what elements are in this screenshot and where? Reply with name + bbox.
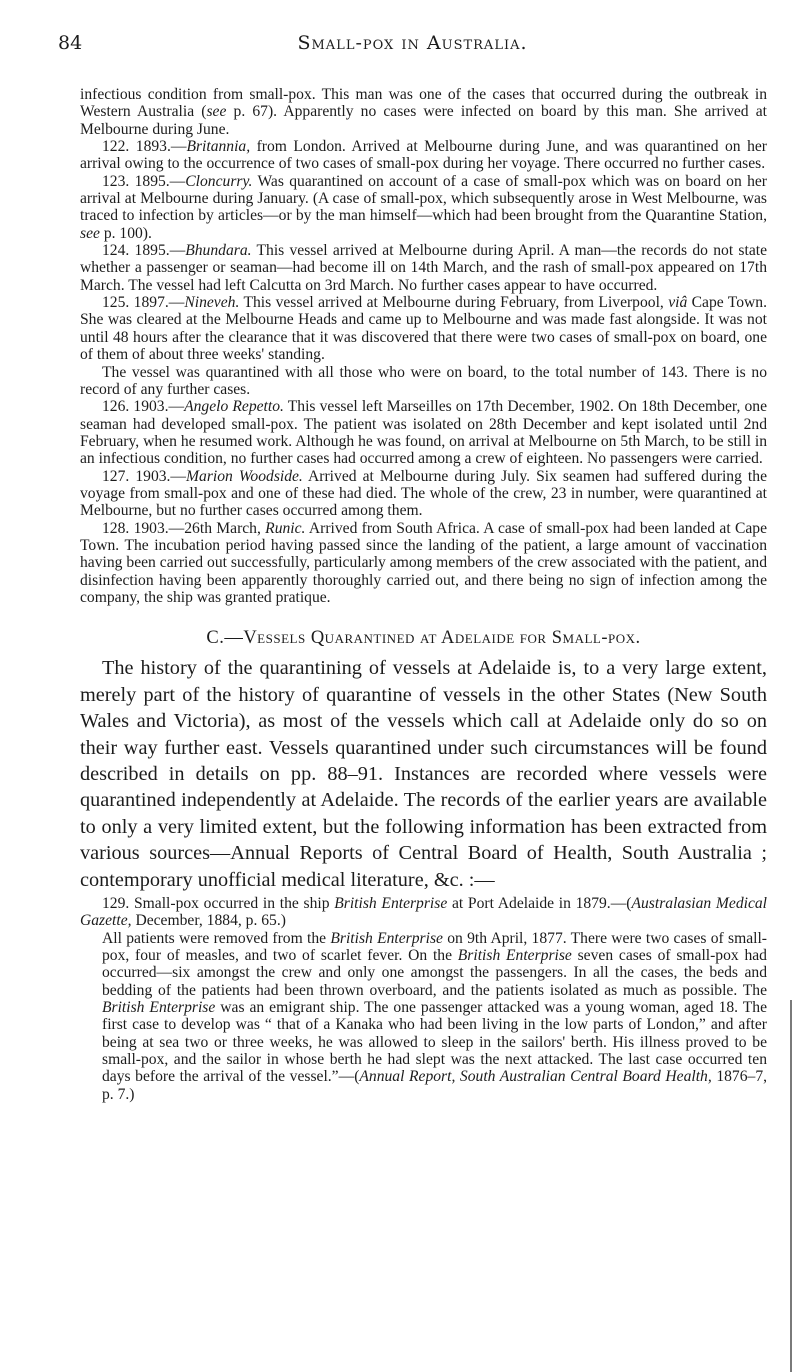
paragraph-p122 bbox=[80, 138, 767, 173]
italic-text: British Enterprise bbox=[102, 999, 216, 1017]
page-header bbox=[58, 32, 767, 58]
text: This vessel arrived at Melbourne during February, from Liverpool, bbox=[239, 294, 669, 312]
text: 123. 1895.— bbox=[102, 172, 186, 190]
text: December, 1884, p. 65.) bbox=[131, 912, 286, 930]
italic-text: Marion Woodside. bbox=[186, 467, 303, 485]
paragraph-p128 bbox=[80, 520, 767, 607]
italic-text: Britannia, bbox=[186, 138, 251, 156]
paragraph-p123 bbox=[80, 173, 767, 242]
text: 127. 1903.— bbox=[102, 467, 187, 485]
text: infectious condition from small-pox. This man was one of the cases that occurred during the outbreak in Western Australia ( bbox=[80, 86, 767, 121]
text: 129. Small-pox occurred in the ship bbox=[102, 894, 335, 912]
paragraph-p129b bbox=[80, 930, 767, 1103]
text: seven cases of small-pox had occurred—six amongst the crew and only one amongst the passengers. In all the cases, the beds and bedding of the patients had been thrown overboard, and the patients isolated as much as possible. The bbox=[102, 947, 767, 999]
intro-paragraph: The history of the quarantining of vessels at Adelaide is, to a very large extent, merely part of the history of quarantine of vessels in the other States (New South Wales and Victoria), as most of the vessels which call at Adelaide only do so on their way further east. Vessels quarantined under such circumstances will be found described in details on pp. 88–91. Instances are recorded where vessels were quarantined independently at Adelaide. The records of the earlier years are available to only a very limited extent, but the following information has been extracted from various sources—Annual Reports of Central Board of Health, South Australia ; contemporary unofficial medical literature, &c. :— bbox=[80, 657, 767, 891]
paragraph-p125 bbox=[80, 294, 767, 363]
text: p. 100). bbox=[99, 224, 152, 242]
italic-text: British Enterprise bbox=[330, 929, 443, 947]
italic-text: see bbox=[80, 224, 100, 242]
text: at Port Adelaide in 1879.—( bbox=[447, 894, 632, 912]
section-heading: C.—Vessels Quarantined at Adelaide for Small-pox. bbox=[206, 628, 641, 649]
text: This vessel left Marseilles on 17th December, 1902. On 18th December, one seaman had developed small-pox. The patient was isolated on 28th December and kept isolated until 2nd February, when he resumed work. Although he was found, on arrival at Melbourne on 5th March, to be still in an infectious condition, no further cases had occurred among a crew of eighteen. No passengers were carried. bbox=[80, 398, 768, 468]
text: 1876–7, p. 7.) bbox=[102, 1068, 768, 1103]
italic-text: see bbox=[206, 103, 227, 121]
italic-text: British Enterprise bbox=[457, 947, 572, 964]
case-list-victoria bbox=[80, 86, 767, 606]
text: from London. Arrived at Melbourne during June, and was quarantined on her arrival owing to the occurrence of two cases of small-pox during her voyage. There occurred no further cases. bbox=[80, 138, 767, 173]
paragraph-p129 bbox=[80, 895, 767, 930]
italic-text: Runic. bbox=[265, 519, 306, 537]
text: 125. 1897.— bbox=[102, 294, 185, 312]
italic-text: Cloncurry. bbox=[185, 172, 253, 190]
running-title: Small-pox in Australia. bbox=[297, 32, 528, 54]
paragraph-p125b bbox=[80, 364, 767, 399]
case-list-adelaide bbox=[80, 895, 767, 1103]
paragraph-p0 bbox=[80, 86, 767, 138]
text: Cape Town. She was cleared at the Melbourne Heads and came up to Melbourne and was made fast alongside. It was not until 48 hours after the clearance that it was discovered that there were two cases of small-pox on board, one of them of about three weeks' standing. bbox=[80, 294, 767, 364]
text: Arrived from South Africa. A case of small-pox had been landed at Cape Town. The incubation period having passed since the landing of the patient, a large amount of vaccination having been carried out successfully, particularly among members of the crew associated with the patient, and disinfection having been apparently thoroughly carried out, and there being no sign of infection among the company, the ship was granted pratique. bbox=[80, 519, 768, 606]
text: was an emigrant ship. The one passenger attacked was a young woman, aged 18. The first case to develop was “ that of a Kanaka who had been living in the low parts of London,” and after being at sea two or three weeks, he was allowed to sleep in the sailors' berth. His illness proved to be small-pox, and the sailor in whose berth he had slept was the next attacked. The last case occurred ten days before the arrival of the vessel.”—( bbox=[102, 999, 767, 1086]
text: Was quarantined on account of a case of small-pox which was on board on her arrival at Melbourne during January. (A case of small-pox, which subsequently arose in West Melbourne, was traced to infection by articles—or by the man himself—which had been brought from the Quarantine Station, bbox=[80, 172, 767, 225]
text: The vessel was quarantined with all those who were on board, to the total number of 143. There is no record of any further cases. bbox=[80, 363, 767, 398]
text: p. 67). Apparently no cases were infected on board by this man. She arrived at Melbourne during June. bbox=[80, 103, 767, 138]
text: 124. 1895.— bbox=[102, 242, 186, 260]
text: 122. 1893.— bbox=[102, 138, 187, 156]
italic-text: Annual Report, South Australian Central Board Health, bbox=[359, 1068, 712, 1086]
text: All patients were removed from the bbox=[102, 929, 331, 947]
page-body bbox=[80, 86, 767, 1103]
italic-text: Bhundara. bbox=[185, 242, 252, 260]
italic-text: Angelo Repetto. bbox=[184, 398, 284, 416]
page-number: 84 bbox=[58, 32, 83, 54]
paragraph-p124 bbox=[80, 242, 767, 294]
italic-text: British Enterprise bbox=[334, 894, 448, 912]
section-intro bbox=[80, 655, 767, 893]
text: Arrived at Melbourne during July. Six seamen had suffered during the voyage from small-pox and one of these had died. The whole of the crew, 23 in number, were quarantined at Melbourne, but no further cases occurred among them. bbox=[80, 467, 767, 520]
text: This vessel arrived at Melbourne during April. A man—the records do not state whether a passenger or seaman—had become ill on 14th March, and the rash of small-pox appeared on 17th March. The vessel had left Calcutta on 3rd March. No further cases appear to have occurred. bbox=[80, 242, 767, 294]
italic-text: Nineveh. bbox=[184, 294, 240, 312]
italic-text: viâ bbox=[668, 294, 688, 312]
paragraph-p127 bbox=[80, 468, 767, 520]
page-edge-rule bbox=[790, 1000, 792, 1372]
italic-text: Australasian Medical Gazette, bbox=[80, 894, 767, 930]
text: 126. 1903.— bbox=[102, 398, 185, 416]
text: 128. 1903.—26th March, bbox=[102, 519, 266, 537]
text: on 9th April, 1877. There were two cases of small-pox, four of measles, and two of scarlet fever. On the bbox=[102, 929, 767, 964]
paragraph-p126 bbox=[80, 398, 767, 467]
